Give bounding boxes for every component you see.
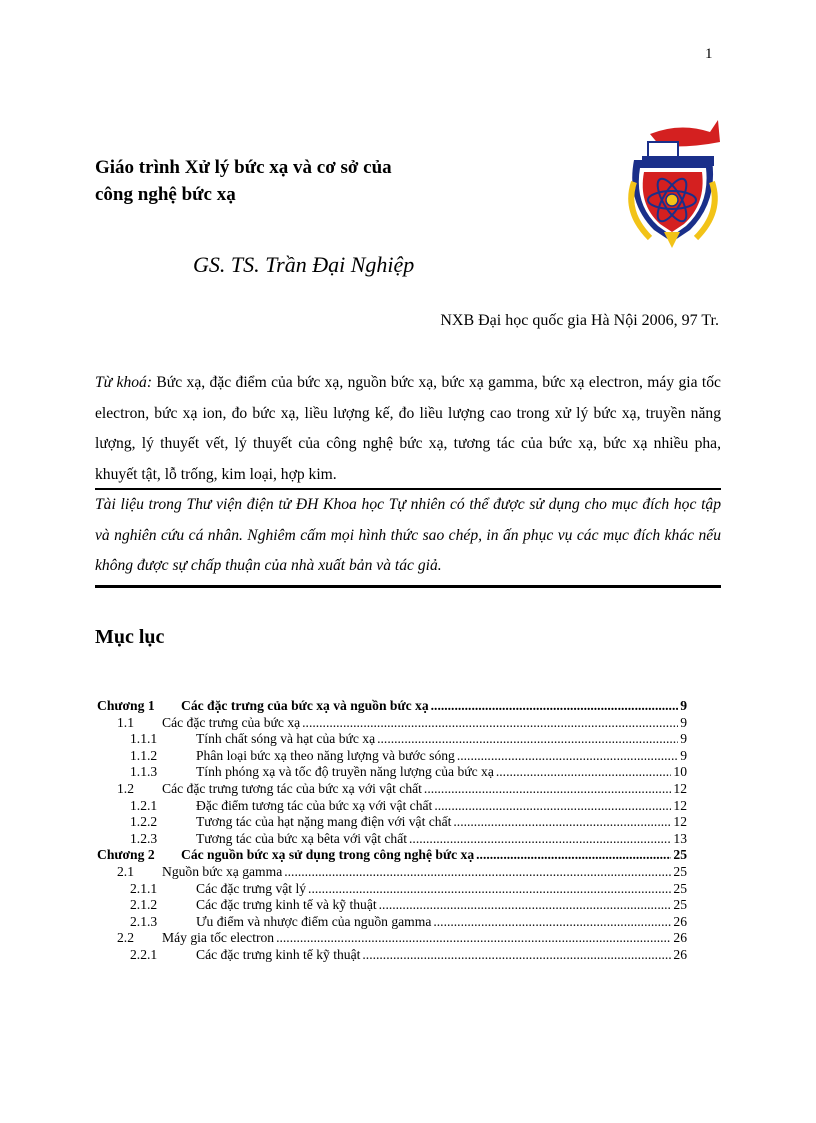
toc-entry-title: Phân loại bức xạ theo năng lượng và bước sóng	[196, 747, 455, 763]
toc-leader-dots	[434, 798, 671, 814]
title-line-1: Giáo trình Xử lý bức xạ và cơ sở của	[95, 157, 392, 178]
toc-entry-page: 25	[673, 847, 687, 863]
author: GS. TS. Trần Đại Nghiệp	[193, 252, 415, 277]
toc-entry-page: 25	[673, 897, 687, 913]
toc-entry-page: 10	[673, 764, 687, 780]
toc-entry-title: Các đặc trưng kinh tế và kỹ thuật	[196, 897, 377, 913]
toc-section-entry[interactable]	[97, 781, 687, 798]
page-number: 1	[705, 46, 713, 62]
toc-subsection-entry[interactable]	[97, 881, 687, 898]
toc-entry-page: 25	[673, 863, 687, 879]
toc-subsection-entry[interactable]	[97, 914, 687, 931]
table-of-contents	[97, 698, 687, 964]
toc-subsection-entry[interactable]	[97, 748, 687, 765]
toc-leader-dots	[377, 731, 678, 747]
toc-entry-title: Các đặc trưng tương tác của bức xạ với vật chất	[162, 780, 422, 796]
toc-subsection-entry[interactable]	[97, 831, 687, 848]
toc-entry-page: 9	[680, 731, 687, 747]
toc-entry-page: 12	[673, 814, 687, 830]
keywords-paragraph	[95, 368, 721, 490]
toc-entry-page: 9	[680, 714, 687, 730]
toc-leader-dots	[431, 698, 679, 714]
toc-subsection-entry[interactable]	[97, 947, 687, 964]
toc-leader-dots	[284, 864, 671, 880]
toc-heading: Mục lục	[95, 626, 165, 648]
toc-leader-dots	[424, 781, 671, 797]
toc-entry-page: 12	[673, 797, 687, 813]
toc-entry-number: 1.2.3	[130, 830, 158, 846]
toc-entry-number: 1.1.3	[130, 764, 158, 780]
toc-leader-dots	[433, 914, 671, 930]
toc-entry-title: Các đặc trưng của bức xạ và nguồn bức xạ	[181, 698, 429, 713]
keywords-text: Bức xạ, đặc điểm của bức xạ, nguồn bức xạ, bức xạ gamma, bức xạ electron, máy gia tốc electron, bức xạ ion, đo bức xạ, liều lượng kế, đo liều lượng cao trong xử lý bức xạ, truyền năng lượng, lý thuyết vết, lý thuyết của công nghệ bức xạ, tương tác của bức xạ, bức xạ nhiều pha, khuyết tật, lỗ trống, kim loại, hợp kim.	[95, 374, 721, 483]
toc-subsection-entry[interactable]	[97, 798, 687, 815]
toc-leader-dots	[476, 847, 671, 863]
toc-entry-number: 2.2	[117, 930, 134, 946]
toc-leader-dots	[379, 897, 672, 913]
toc-entry-title: Các đặc trưng của bức xạ	[162, 714, 301, 730]
toc-leader-dots	[457, 748, 678, 764]
toc-entry-page: 13	[673, 830, 687, 846]
toc-entry-page: 25	[673, 880, 687, 896]
title-line-2: công nghệ bức xạ	[95, 184, 236, 205]
toc-chapter-entry[interactable]	[97, 698, 687, 715]
toc-entry-number: Chương 2	[97, 847, 155, 863]
toc-leader-dots	[302, 715, 678, 731]
toc-entry-number: 1.1.1	[130, 731, 158, 747]
toc-chapter-entry[interactable]	[97, 847, 687, 864]
toc-entry-title: Đặc điểm tương tác của bức xạ với vật chất	[196, 797, 433, 813]
publisher-info: NXB Đại học quốc gia Hà Nội 2006, 97 Tr.	[440, 312, 719, 329]
toc-entry-page: 26	[673, 946, 687, 962]
toc-entry-number: 2.1	[117, 863, 134, 879]
toc-entry-number: 2.2.1	[130, 946, 158, 962]
toc-entry-number: 1.1	[117, 714, 134, 730]
toc-leader-dots	[453, 814, 671, 830]
toc-entry-number: 1.2	[117, 780, 134, 796]
toc-entry-page: 26	[673, 930, 687, 946]
toc-entry-page: 26	[673, 913, 687, 929]
toc-leader-dots	[362, 947, 671, 963]
university-crest-icon	[620, 112, 726, 252]
toc-subsection-entry[interactable]	[97, 897, 687, 914]
toc-leader-dots	[308, 881, 671, 897]
toc-entry-title: Tính chất sóng và hạt của bức xạ	[196, 731, 376, 747]
toc-entry-page: 9	[680, 747, 687, 763]
toc-entry-number: 1.2.2	[130, 814, 158, 830]
toc-entry-title: Máy gia tốc electron	[162, 930, 275, 946]
document-title	[95, 154, 575, 208]
toc-entry-title: Các đặc trưng kinh tế kỹ thuật	[196, 946, 361, 962]
toc-section-entry[interactable]	[97, 715, 687, 732]
toc-entry-title: Tương tác của hạt nặng mang điện với vật chất	[196, 814, 452, 830]
divider-bottom	[95, 585, 721, 588]
toc-subsection-entry[interactable]	[97, 764, 687, 781]
copyright-notice: Tài liệu trong Thư viện điện tử ĐH Khoa học Tự nhiên có thể được sử dụng cho mục đích học tập và nghiên cứu cá nhân. Nghiêm cấm mọi hình thức sao chép, in ấn phục vụ các mục đích khác nếu không được sự chấp thuận của nhà xuất bản và tác giả.	[95, 496, 721, 574]
toc-subsection-entry[interactable]	[97, 731, 687, 748]
toc-section-entry[interactable]	[97, 864, 687, 881]
toc-leader-dots	[409, 831, 671, 847]
toc-entry-title: Tính phóng xạ và tốc độ truyền năng lượng của bức xạ	[196, 764, 494, 780]
toc-entry-number: 1.2.1	[130, 797, 158, 813]
toc-entry-title: Các đặc trưng vật lý	[196, 880, 307, 896]
toc-entry-number: 2.1.3	[130, 913, 158, 929]
toc-entry-number: Chương 1	[97, 698, 155, 713]
toc-entry-page: 12	[673, 780, 687, 796]
toc-entry-title: Ưu điểm và nhược điểm của nguồn gamma	[196, 913, 432, 929]
toc-leader-dots	[276, 930, 671, 946]
toc-entry-page: 9	[680, 698, 687, 713]
keywords-label: Từ khoá:	[95, 374, 153, 391]
toc-section-entry[interactable]	[97, 930, 687, 947]
toc-entry-title: Tương tác của bức xạ bêta với vật chất	[196, 830, 408, 846]
toc-subsection-entry[interactable]	[97, 814, 687, 831]
toc-leader-dots	[496, 764, 672, 780]
toc-entry-number: 2.1.1	[130, 880, 158, 896]
toc-entry-number: 1.1.2	[130, 747, 158, 763]
toc-entry-title: Nguồn bức xạ gamma	[162, 863, 283, 879]
toc-entry-number: 2.1.2	[130, 897, 158, 913]
toc-entry-title: Các nguồn bức xạ sử dụng trong công nghệ bức xạ	[181, 847, 475, 863]
